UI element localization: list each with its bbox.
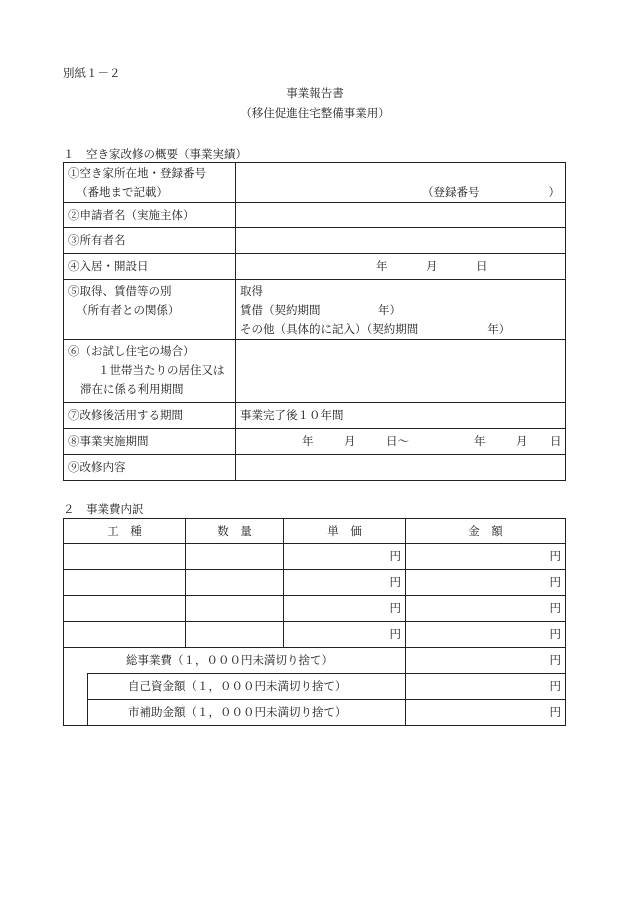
quantity-cell[interactable] (186, 570, 284, 596)
end-day: 日 (550, 434, 562, 448)
total-indent-cell (64, 674, 88, 700)
acquisition-option-other: その他（具体的に記入）（契約期間 年） (240, 322, 511, 336)
start-month: 月 (344, 434, 356, 448)
start-day: 日～ (386, 434, 409, 448)
overview-table (63, 162, 566, 481)
header-quantity: 数 量 (186, 519, 284, 544)
move-in-label: ④入居・開設日 (64, 254, 236, 280)
own-funds-label: 自己資金額（１，０００円未満切り捨て） (88, 674, 406, 700)
move-in-date-cell[interactable] (236, 254, 566, 280)
quantity-cell[interactable] (186, 596, 284, 622)
total-indent-cell (64, 700, 88, 726)
subsidy-row (64, 700, 566, 726)
row-implementation-period (64, 429, 566, 455)
acquisition-value-cell[interactable] (236, 280, 566, 340)
owner-value-cell[interactable] (236, 228, 566, 254)
own-funds-amount[interactable]: 円 (406, 674, 566, 700)
section2-heading: ２ 事業費内訳 (63, 502, 144, 516)
trial-housing-value-cell[interactable] (236, 340, 566, 403)
end-month: 月 (516, 434, 528, 448)
address-label: ①空き家所在地・登録番号 (68, 165, 206, 180)
cost-item-row (64, 570, 566, 596)
row-move-in-date (64, 254, 566, 280)
usage-period-value: 事業完了後１０年間 (236, 403, 566, 429)
unit-price-cell[interactable]: 円 (284, 570, 406, 596)
work-type-cell[interactable] (64, 570, 186, 596)
renovation-label: ⑨改修内容 (64, 455, 236, 481)
section1-heading: １ 空き家改修の概要（事業実績） (63, 147, 247, 161)
subsidy-amount[interactable]: 円 (406, 700, 566, 726)
trial-housing-label-2: １世帯当たりの居住又は (98, 363, 225, 377)
cost-item-row (64, 622, 566, 648)
trial-housing-label: ⑥（お試し住宅の場合） (68, 344, 195, 358)
acquisition-option-lease: 賃借（契約期間 年） (240, 303, 401, 317)
work-type-cell[interactable] (64, 622, 186, 648)
total-cost-label: 総事業費（１，０００円未満切り捨て） (64, 648, 406, 674)
registration-number: （登録番号 ） (422, 185, 560, 199)
total-cost-amount[interactable]: 円 (406, 648, 566, 674)
cost-table (63, 518, 566, 726)
acquisition-label: ⑤取得、賃借等の別 (68, 284, 172, 298)
acquisition-option-own: 取得 (240, 284, 263, 298)
trial-housing-label-3: 滞在に係る利用期間 (80, 382, 184, 396)
start-year: 年 (302, 434, 314, 448)
amount-cell[interactable]: 円 (406, 596, 566, 622)
amount-cell[interactable]: 円 (406, 544, 566, 570)
subsidy-label: 市補助金額（１，０００円未満切り捨て） (88, 700, 406, 726)
total-cost-row (64, 648, 566, 674)
row-acquisition (64, 280, 566, 340)
header-unit-price: 単 価 (284, 519, 406, 544)
usage-period-label: ⑦改修後活用する期間 (64, 403, 236, 429)
applicant-label: ②申請者名（実施主体） (64, 203, 236, 228)
end-year: 年 (474, 434, 486, 448)
row-address (64, 163, 566, 203)
document-subtitle: （移住促進住宅整備事業用） (240, 106, 390, 120)
annex-number: 別紙１－２ (63, 66, 121, 80)
acquisition-note: （所有者との関係） (76, 303, 180, 317)
applicant-value-cell[interactable] (236, 203, 566, 228)
cost-item-row (64, 596, 566, 622)
date-day: 日 (476, 259, 488, 273)
header-amount: 金 額 (406, 519, 566, 544)
document-title: 事業報告書 (286, 86, 344, 100)
work-type-cell[interactable] (64, 596, 186, 622)
row-renovation (64, 455, 566, 481)
row-trial-housing (64, 340, 566, 403)
date-year: 年 (376, 259, 388, 273)
quantity-cell[interactable] (186, 622, 284, 648)
unit-price-cell[interactable]: 円 (284, 596, 406, 622)
owner-label: ③所有者名 (64, 228, 236, 254)
unit-price-cell[interactable]: 円 (284, 622, 406, 648)
quantity-cell[interactable] (186, 544, 284, 570)
row-applicant (64, 203, 566, 228)
header-work-type: 工 種 (64, 519, 186, 544)
row-owner (64, 228, 566, 254)
amount-cell[interactable]: 円 (406, 622, 566, 648)
cost-header-row (64, 519, 566, 544)
address-note: （番地まで記載） (76, 184, 168, 199)
work-type-cell[interactable] (64, 544, 186, 570)
cost-item-row (64, 544, 566, 570)
unit-price-cell[interactable]: 円 (284, 544, 406, 570)
amount-cell[interactable]: 円 (406, 570, 566, 596)
row-usage-period (64, 403, 566, 429)
renovation-value-cell[interactable] (236, 455, 566, 481)
own-funds-row (64, 674, 566, 700)
address-value-cell[interactable] (236, 163, 566, 203)
implementation-period-cell[interactable] (236, 429, 566, 455)
implementation-period-label: ⑧事業実施期間 (64, 429, 236, 455)
date-month: 月 (426, 259, 438, 273)
